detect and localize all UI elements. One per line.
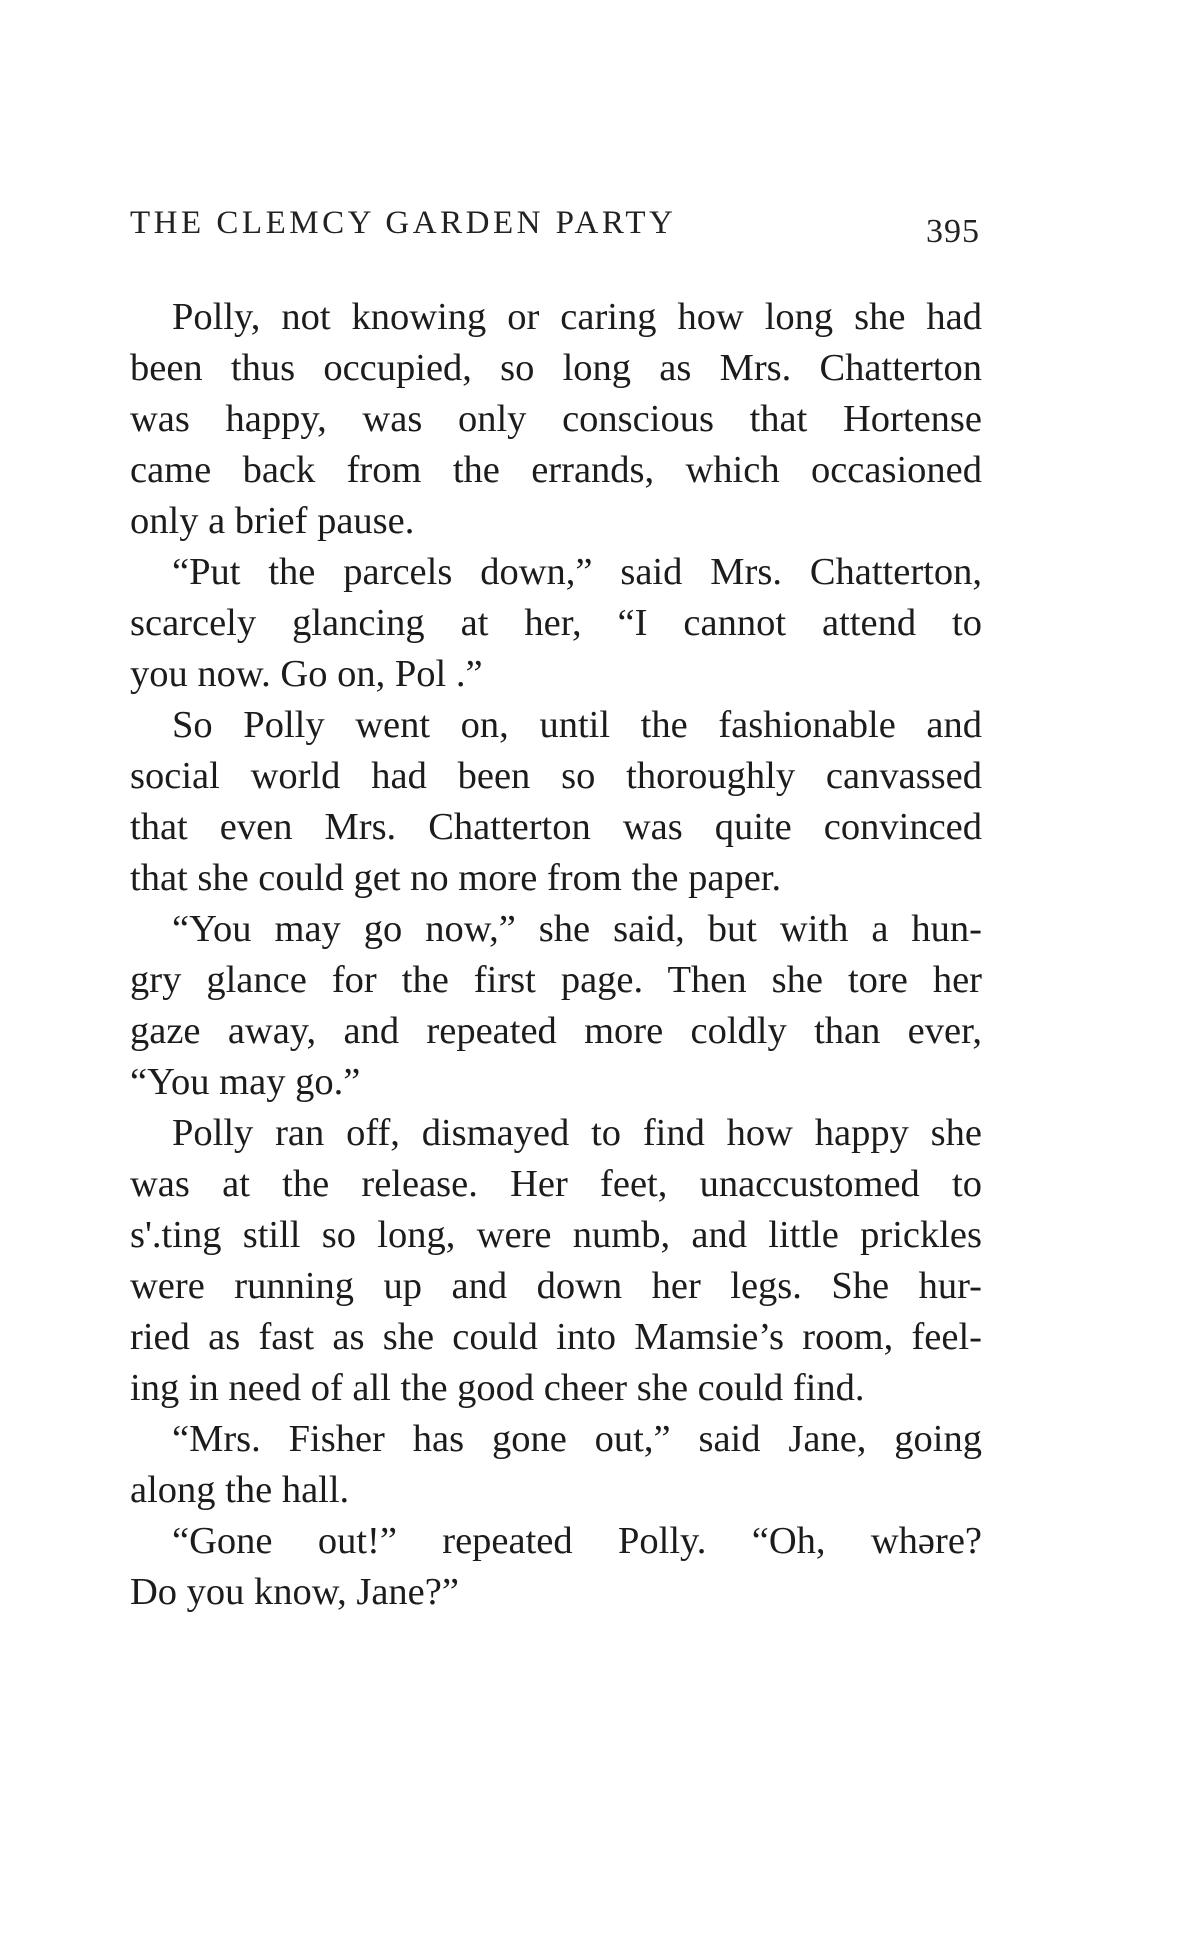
running-title: THE CLEMCY GARDEN PARTY [130, 205, 677, 241]
text-line: were running up and down her legs. She hur- [130, 1265, 982, 1307]
text-line: Polly, not knowing or caring how long she had [172, 296, 982, 338]
text-line: that she could get no more from the paper. [130, 857, 782, 899]
text-line: Polly ran off, dismayed to find how happy she [172, 1112, 982, 1154]
text-line: gry glance for the first page. Then she tore her [130, 959, 982, 1001]
text-line: gaze away, and repeated more coldly than ever, [130, 1010, 982, 1052]
text-line: “Mrs. Fisher has gone out,” said Jane, going [172, 1418, 982, 1460]
text-line: Do you know, Jane?” [130, 1571, 459, 1613]
text-line: “You may go now,” she said, but with a hun- [172, 908, 982, 950]
text-line: “Put the parcels down,” said Mrs. Chatterton, [172, 551, 982, 593]
running-head [130, 205, 980, 255]
page-number: 395 [926, 213, 980, 250]
body-text [130, 292, 982, 1618]
text-line: ing in need of all the good cheer she could find. [130, 1367, 865, 1409]
text-line: was at the release. Her feet, unaccustomed to [130, 1163, 982, 1205]
text-line: was happy, was only conscious that Hortense [130, 398, 982, 440]
text-line: “You may go.” [130, 1061, 361, 1103]
text-line: ried as fast as she could into Mamsie’s room, feel- [130, 1316, 982, 1358]
text-line: came back from the errands, which occasioned [130, 449, 982, 491]
text-line: s'.ting still so long, were numb, and little prickles [130, 1214, 982, 1256]
text-line: “Gone out!” repeated Polly. “Oh, whəre? [172, 1520, 982, 1562]
text-line: been thus occupied, so long as Mrs. Chatterton [130, 347, 982, 389]
text-line: So Polly went on, until the fashionable and [172, 704, 982, 746]
text-line: scarcely glancing at her, “I cannot attend to [130, 602, 982, 644]
text-line: social world had been so thoroughly canvassed [130, 755, 982, 797]
text-line: that even Mrs. Chatterton was quite convinced [130, 806, 982, 848]
text-line: along the hall. [130, 1469, 350, 1511]
text-line: only a brief pause. [130, 500, 415, 542]
text-line: you now. Go on, Pol .” [130, 653, 483, 695]
